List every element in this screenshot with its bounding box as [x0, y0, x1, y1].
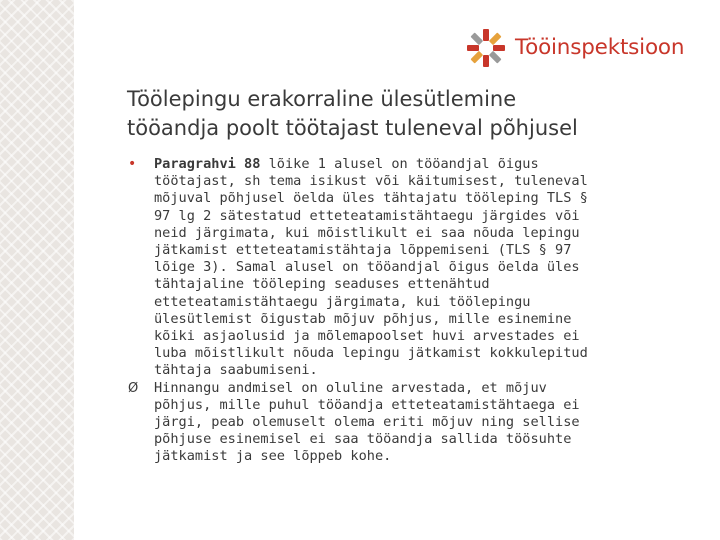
- list-item-line: lõige 3). Samal alusel on tööandjal õigus öelda üles: [154, 259, 580, 276]
- slide-title-line: tööandja poolt töötajast tuleneval põhjusel: [127, 116, 578, 140]
- logo-mark-icon: [466, 28, 506, 68]
- list-item-line: töötajast, sh tema isikust või käitumisest, tuleneval: [154, 173, 588, 190]
- list-item-line: jätkamist etteteatamistähtaja lõppemiseni (TLS § 97: [154, 242, 572, 259]
- list-item-line: tähtajaline tööleping seaduses ettenähtud: [154, 276, 490, 293]
- slide-title: [127, 85, 697, 143]
- list-item-line: põhjus, mille puhul tööandja etteteatamistähtaega ei: [154, 396, 580, 413]
- list-item-line: põhjuse esinemisel ei saa tööandja sallida töösuhte: [154, 431, 572, 448]
- list-item-line: tähtaja saabumiseni.: [154, 362, 318, 379]
- decorative-side-pattern: [0, 0, 74, 540]
- slide-title-line: Töölepingu erakorraline ülesütlemine: [127, 87, 517, 111]
- list-item-line: 97 lg 2 sätestatud etteteatamistähtaegu järgides või: [154, 207, 580, 224]
- list-item-line: neid järgimata, kui mõistlikult ei saa nõuda lepingu: [154, 224, 580, 241]
- list-item-line: järgi, peab olemuselt olema eriti mõjuv ning sellise: [154, 414, 580, 431]
- content-list: [128, 156, 658, 466]
- tooinspektsioon-logo: [466, 28, 684, 68]
- list-item-line: mõjuval põhjusel öelda üles tähtajatu tööleping TLS §: [154, 190, 588, 207]
- list-item-line: [154, 156, 658, 173]
- logo-wordmark: Tööinspektsioon: [515, 35, 685, 60]
- list-item: [128, 156, 658, 380]
- list-item-text: lõike 1 alusel on tööandjal õigus: [260, 156, 539, 172]
- list-item-line: etteteatamistähtaegu järgimata, kui töölepingu: [154, 293, 531, 310]
- paragraph-reference: Paragrahvi 88: [154, 156, 261, 172]
- list-item-line: jätkamist ja see lõppeb kohe.: [154, 448, 392, 465]
- list-item-line: Hinnangu andmisel on oluline arvestada, et mõjuv: [154, 379, 547, 396]
- list-item-line: luba mõistlikult nõuda lepingu jätkamist kokkulepitud: [154, 345, 588, 362]
- list-item: [128, 380, 658, 466]
- list-item-line: ülesütlemist õigustab mõjuv põhjus, mille esinemine: [154, 310, 572, 327]
- list-item-line: kõiki asjaolusid ja mõlemapoolset huvi arvestades ei: [154, 328, 580, 345]
- arrow-bullet-icon: Ø: [128, 380, 139, 396]
- bullet-dot-icon: •: [128, 156, 137, 172]
